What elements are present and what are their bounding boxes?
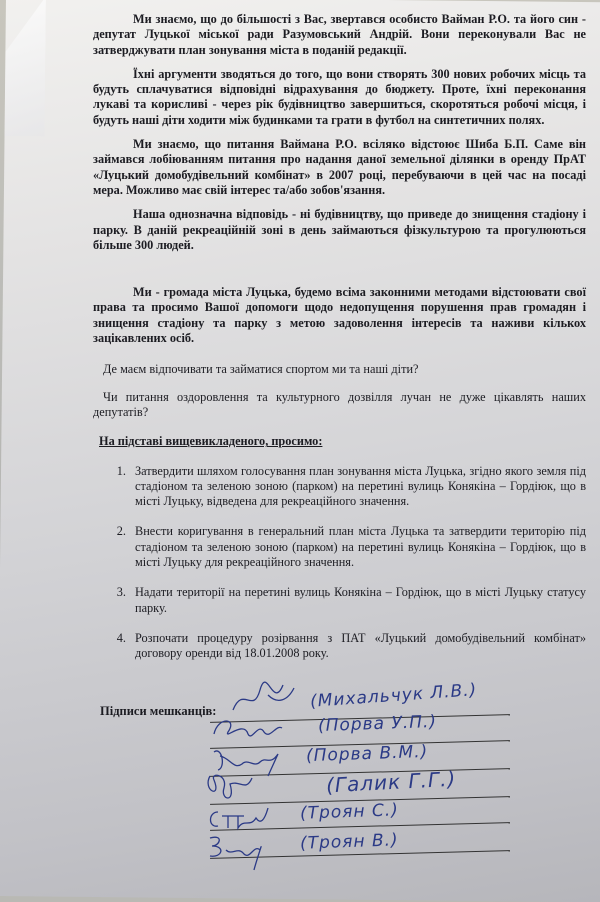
paper-fold (5, 0, 46, 136)
letter-body (93, 12, 586, 677)
signature-name: (Порва У.П.) (317, 711, 438, 737)
requests-list (93, 464, 586, 662)
signature-name: (Галик Г.Г.) (325, 766, 457, 798)
paragraph-shyba: Ми знаємо, що питання Ваймана Р.О. всіляко відстоює Шиба Б.П. Саме він займався лобіюванням питання про надання даної земельної ділянки в оренду ПрАТ «Луцький домобудівельний комбінат» в 2007 році, перебуваючи в цей час на посаді мера. Можливо має свій інтерес та/або зобов'язання. (93, 137, 586, 197)
question-deputies: Чи питання оздоровлення та культурного дозвілля лучан не дуже цікавлять наших депутатів? (93, 389, 586, 419)
signature-name: (Троян В.) (299, 830, 399, 854)
request-item: 1. Затвердити шляхом голосування план зонування міста Луцька, згідно якого земля під стадіоном та зеленою зоною (парком) на перетині вулиць Конякіна – Гордіюк, що в місті Луцьку, відведена для рекреаційного значення. (129, 464, 586, 510)
paragraph-arguments: Їхні аргументи зводяться до того, що вони створять 300 нових робочих місць та будуть сплачуватися відповідні відрахування до бюджету. Проте, їхні переконання лукаві та корисливі - через рік будівництво завершиться, скоротяться робочі місця, і будуть наші діти ходити між будинками та грати в футбол на синтетичних полях. (93, 66, 586, 127)
signature-name: (Порва В.М.) (305, 741, 429, 767)
requests-heading: На підставі вищевикладеного, просимо: (99, 434, 323, 449)
signatures-block (100, 680, 540, 880)
paragraph-answer: Наша однозначна відповідь - ні будівництву, що приведе до знищення стадіону і парку. В даній рекреаційній зоні в день займаються фізкультурою та прогулюються більше 300 людей. (93, 207, 586, 252)
signature-scribble-icon (208, 712, 298, 746)
question-recreation: Де маєм відпочивати та займатися спортом ми та наші діти? (103, 362, 419, 377)
signature-name: (Михальчук Л.В.) (309, 680, 478, 712)
signature-scribble-icon (204, 804, 274, 834)
paragraph-lobbying-visits: Ми знаємо, що до більшості з Вас, звертався особисто Вайман Р.О. та його син - депутат Луцької міської ради Разумовський Андрій. Вони переконували Вас не затверджувати план зонування міста в поданій редакції. (93, 12, 586, 57)
signatures-label: Підписи мешканців: (100, 704, 217, 718)
request-item: 4. Розпочати процедуру розірвання з ПАТ «Луцький домобудівельний комбінат» договору оренди від 18.01.2008 року. (129, 631, 586, 662)
request-item: 3. Надати території на перетині вулиць Конякіна – Гордіюк, що в місті Луцьку статусу парку. (129, 585, 586, 616)
paragraph-community: Ми - громада міста Луцька, будемо всіма законними методами відстоювати свої права та просимо Вашої допомоги щодо недопущення порушення прав громадян і знищення стадіону та парку з метою задоволення інтересів та наживи кількох зацікавлених осіб. (93, 285, 586, 346)
signature-scribble-icon (204, 832, 274, 872)
request-item: 2. Внести коригування в генеральний план міста Луцька та затвердити територію під стадіоном та зеленою зоною (парком) на перетині вулиць Конякіна – Гордіюк, що в місті Луцьку для рекреаційного значення. (129, 524, 586, 570)
signature-name: (Троян С.) (299, 800, 400, 824)
